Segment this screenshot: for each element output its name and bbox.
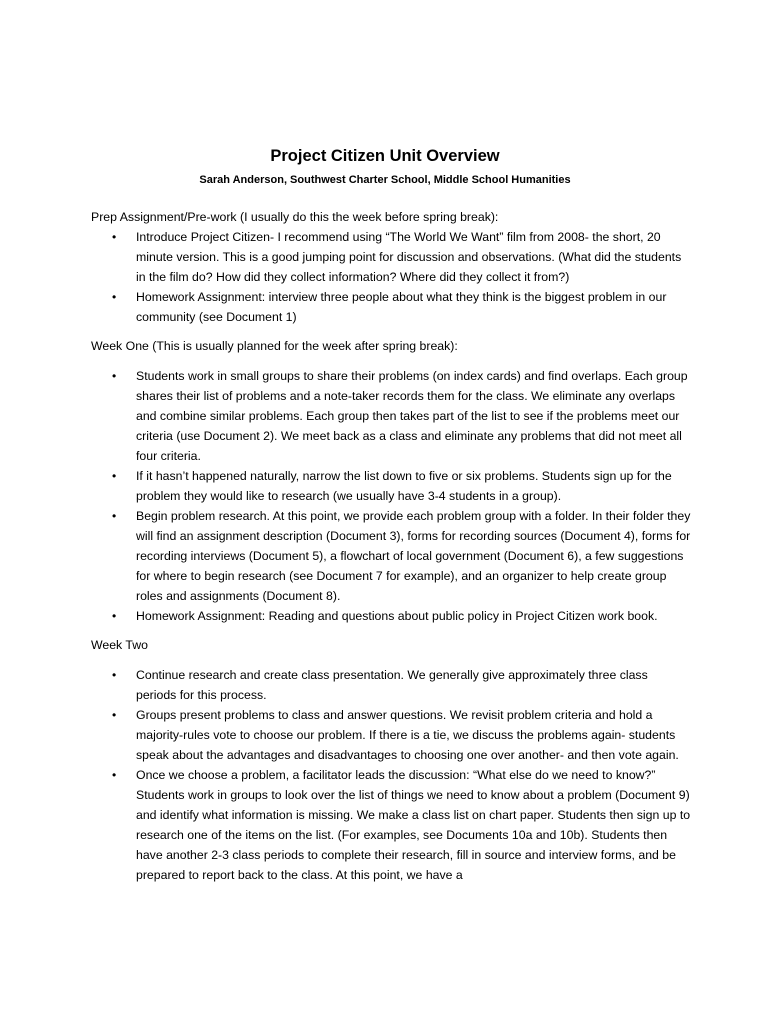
bullet-list-week-two <box>91 665 691 885</box>
list-item-text: Homework Assignment: Reading and questions about public policy in Project Citizen work book. <box>136 609 658 623</box>
list-item-text: If it hasn’t happened naturally, narrow the list down to five or six problems. Students sign up for the problem they would like to research (we usually have 3-4 students in a group). <box>136 469 672 503</box>
section-heading-prep: Prep Assignment/Pre-work (I usually do this the week before spring break): <box>91 210 499 224</box>
bullet-list-prep <box>91 227 691 327</box>
list-item <box>91 665 691 705</box>
document-title: Project Citizen Unit Overview <box>270 147 500 165</box>
list-item-text: Continue research and create class presentation. We generally give approximately three class periods for this process. <box>136 668 648 702</box>
list-item-text: Introduce Project Citizen- I recommend using “The World We Want” film from 2008- the short, 20 minute version. This is a good jumping point for discussion and observations. (What did the students in the film do? How did they collect information? Where did they collect it from?) <box>136 230 682 284</box>
list-item-text: Homework Assignment: interview three people about what they think is the biggest problem in our community (see Document 1) <box>136 290 667 324</box>
bullet-icon: • <box>112 230 117 244</box>
list-item <box>91 227 691 287</box>
bullet-icon: • <box>112 708 117 722</box>
list-item <box>91 705 691 765</box>
list-item-text: Begin problem research. At this point, we provide each problem group with a folder. In their folder they will find an assignment description (Document 3), forms for recording sources (Document 4), forms for recording interviews (Document 5), a flowchart of local government (Document 6), a few suggestions for where to begin research (see Document 7 for example), and an organizer to help create group roles and assignments (Document 8). <box>136 509 691 603</box>
document-body <box>91 207 691 885</box>
document-subtitle: Sarah Anderson, Southwest Charter School, Middle School Humanities <box>199 174 571 186</box>
list-item <box>91 765 691 885</box>
bullet-icon: • <box>112 509 117 523</box>
list-item-text: Groups present problems to class and answer questions. We revisit problem criteria and hold a majority-rules vote to choose our problem. If there is a tie, we discuss the problems again- students speak about the advantages and disadvantages to choosing one over another- and then vote again. <box>136 708 679 762</box>
list-item <box>91 366 691 466</box>
bullet-icon: • <box>112 768 117 782</box>
section-heading-week-one: Week One (This is usually planned for the week after spring break): <box>91 339 458 353</box>
bullet-icon: • <box>112 290 117 304</box>
list-item <box>91 466 691 506</box>
list-item <box>91 506 691 606</box>
bullet-list-week-one <box>91 366 691 626</box>
bullet-icon: • <box>112 369 117 383</box>
list-item <box>91 606 691 626</box>
bullet-icon: • <box>112 469 117 483</box>
list-item <box>91 287 691 327</box>
bullet-icon: • <box>112 668 117 682</box>
list-item-text: Students work in small groups to share their problems (on index cards) and find overlaps. Each group shares their list of problems and a note-taker records them for the class. We eliminate any overlaps and combine similar problems. Each group then takes part of the list to see if the problems meet our criteria (use Document 2). We meet back as a class and eliminate any problems that did not meet all four criteria. <box>136 369 688 463</box>
list-item-text: Once we choose a problem, a facilitator leads the discussion: “What else do we need to know?” Students work in groups to look over the list of things we need to know about a problem (Document 9) and identify what information is missing. We make a class list on chart paper. Students then sign up to research one of the items on the list. (For examples, see Documents 10a and 10b). Students then have another 2-3 class periods to complete their research, fill in source and interview forms, and be prepared to report back to the class. At this point, we have a <box>136 768 691 882</box>
bullet-icon: • <box>112 609 117 623</box>
section-heading-week-two: Week Two <box>91 638 148 652</box>
